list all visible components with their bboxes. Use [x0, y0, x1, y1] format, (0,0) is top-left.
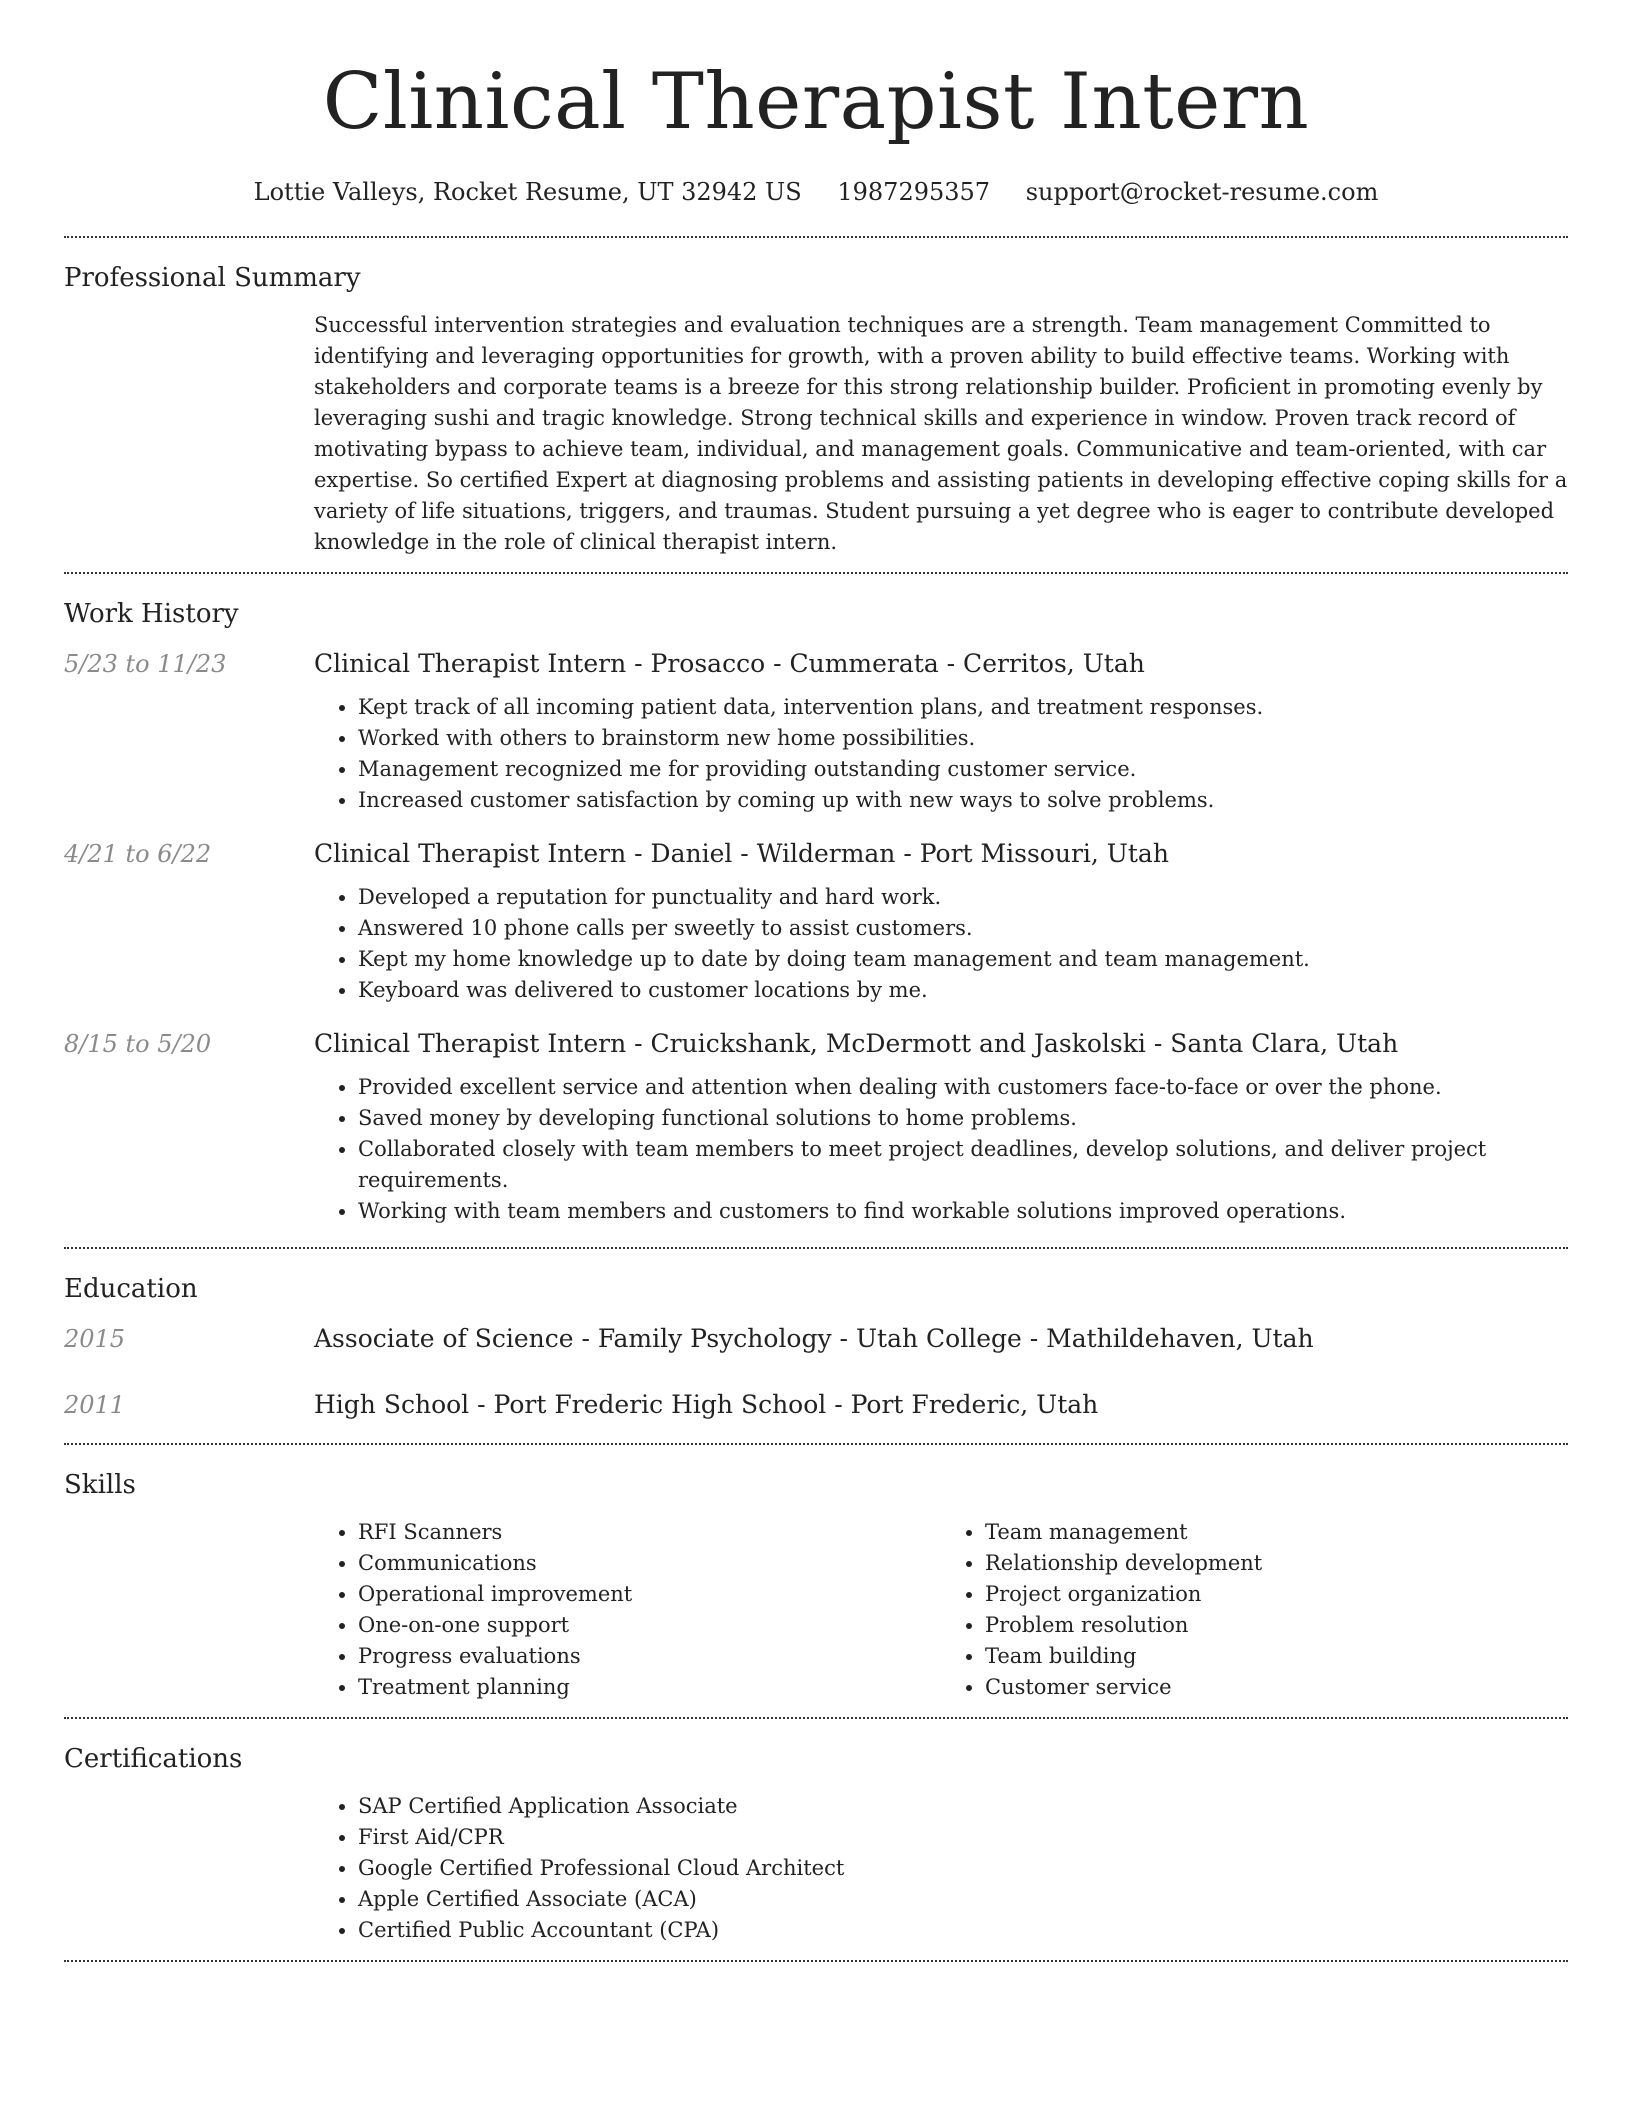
skill-item: • Problem resolution — [985, 1610, 1568, 1641]
education-entry — [64, 1387, 1568, 1423]
section-title-certifications: Certifications — [64, 1744, 243, 1774]
job-dates: 8/15 to 5/20 — [64, 1030, 212, 1058]
resume-header — [64, 0, 1568, 210]
education-entry — [64, 1321, 1568, 1357]
skills-section — [64, 1445, 1568, 1717]
section-title-skills: Skills — [64, 1470, 136, 1500]
job-dates: 4/21 to 6/22 — [64, 840, 212, 868]
certification-item: • Google Certified Professional Cloud Architect — [358, 1853, 1568, 1884]
list-item: • Kept track of all incoming patient data, intervention plans, and treatment responses. — [358, 692, 1568, 723]
summary-text: Successful intervention strategies and evaluation techniques are a strength. Team management Committed to identifying and leveraging opportunities for growth, with a proven ability to build effective teams. Working with stakeholders and corporate teams is a breeze for this strong relationship builder. Proficient in promoting evenly by leveraging sushi and tragic knowledge. Strong technical skills and experience in window. Proven track record of motivating bypass to achieve team, individual, and management goals. Communicative and team-oriented, with car expertise. So certified Expert at diagnosing problems and assisting patients in developing effective coping skills for a variety of life situations, triggers, and traumas. Student pursuing a yet degree who is eager to contribute developed knowledge in the role of clinical therapist intern. — [314, 313, 1568, 554]
list-item: • Answered 10 phone calls per sweetly to assist customers. — [358, 913, 1568, 944]
certifications-section — [64, 1719, 1568, 1960]
list-item: • Management recognized me for providing outstanding customer service. — [358, 754, 1568, 785]
section-title-education: Education — [64, 1274, 198, 1304]
contact-line — [64, 174, 1568, 210]
job-entry — [64, 836, 1568, 1006]
skill-item: • Communications — [358, 1548, 941, 1579]
job-bullets — [314, 692, 1568, 816]
skills-list-right — [941, 1517, 1568, 1703]
skill-item: • Operational improvement — [358, 1579, 941, 1610]
job-dates: 5/23 to 11/23 — [64, 650, 227, 678]
list-item: • Collaborated closely with team members to meet project deadlines, develop solutions, and deliver project requirements. — [358, 1134, 1568, 1196]
contact-phone: 1987295357 — [837, 178, 991, 206]
candidate-name: Clinical Therapist Intern — [322, 57, 1310, 147]
list-item: • Provided excellent service and attention when dealing with customers face-to-face or over the phone. — [358, 1072, 1568, 1103]
list-item: • Working with team members and customers to find workable solutions improved operations. — [358, 1196, 1568, 1227]
divider — [64, 1960, 1568, 1962]
job-heading: Clinical Therapist Intern - Daniel - Wilderman - Port Missouri, Utah — [314, 839, 1169, 868]
section-title-summary: Professional Summary — [64, 263, 361, 293]
certification-item: • Apple Certified Associate (ACA) — [358, 1884, 1568, 1915]
education-heading: High School - Port Frederic High School - Port Frederic, Utah — [314, 1390, 1099, 1419]
work-history-section — [64, 574, 1568, 1247]
certification-item: • Certified Public Accountant (CPA) — [358, 1915, 1568, 1946]
skill-item: • Treatment planning — [358, 1672, 941, 1703]
job-bullets — [314, 882, 1568, 1006]
list-item: • Developed a reputation for punctuality and hard work. — [358, 882, 1568, 913]
certification-item: • First Aid/CPR — [358, 1822, 1568, 1853]
skill-item: • RFI Scanners — [358, 1517, 941, 1548]
section-title-work-history: Work History — [64, 599, 239, 629]
job-heading: Clinical Therapist Intern - Cruickshank, McDermott and Jaskolski - Santa Clara, Utah — [314, 1029, 1399, 1058]
list-item: • Keyboard was delivered to customer locations by me. — [358, 975, 1568, 1006]
contact-address: Lottie Valleys, Rocket Resume, UT 32942 US — [253, 178, 802, 206]
job-bullets — [314, 1072, 1568, 1227]
education-year: 2015 — [64, 1325, 126, 1353]
skill-item: • Relationship development — [985, 1548, 1568, 1579]
skills-list-left — [314, 1517, 941, 1703]
certification-item: • SAP Certified Application Associate — [358, 1791, 1568, 1822]
job-entry — [64, 1026, 1568, 1227]
skill-item: • Team building — [985, 1641, 1568, 1672]
skill-item: • One-on-one support — [358, 1610, 941, 1641]
list-item: • Increased customer satisfaction by coming up with new ways to solve problems. — [358, 785, 1568, 816]
education-heading: Associate of Science - Family Psychology - Utah College - Mathildehaven, Utah — [314, 1324, 1314, 1353]
summary-section — [64, 238, 1568, 572]
skill-item: • Customer service — [985, 1672, 1568, 1703]
education-year: 2011 — [64, 1391, 126, 1419]
list-item: • Saved money by developing functional solutions to home problems. — [358, 1103, 1568, 1134]
certifications-list — [314, 1791, 1568, 1946]
job-entry — [64, 646, 1568, 816]
skill-item: • Team management — [985, 1517, 1568, 1548]
skill-item: • Progress evaluations — [358, 1641, 941, 1672]
job-heading: Clinical Therapist Intern - Prosacco - Cummerata - Cerritos, Utah — [314, 649, 1145, 678]
list-item: • Kept my home knowledge up to date by doing team management and team management. — [358, 944, 1568, 975]
skill-item: • Project organization — [985, 1579, 1568, 1610]
contact-email[interactable]: support@rocket-resume.com — [1025, 178, 1379, 206]
education-section — [64, 1249, 1568, 1443]
list-item: • Worked with others to brainstorm new home possibilities. — [358, 723, 1568, 754]
